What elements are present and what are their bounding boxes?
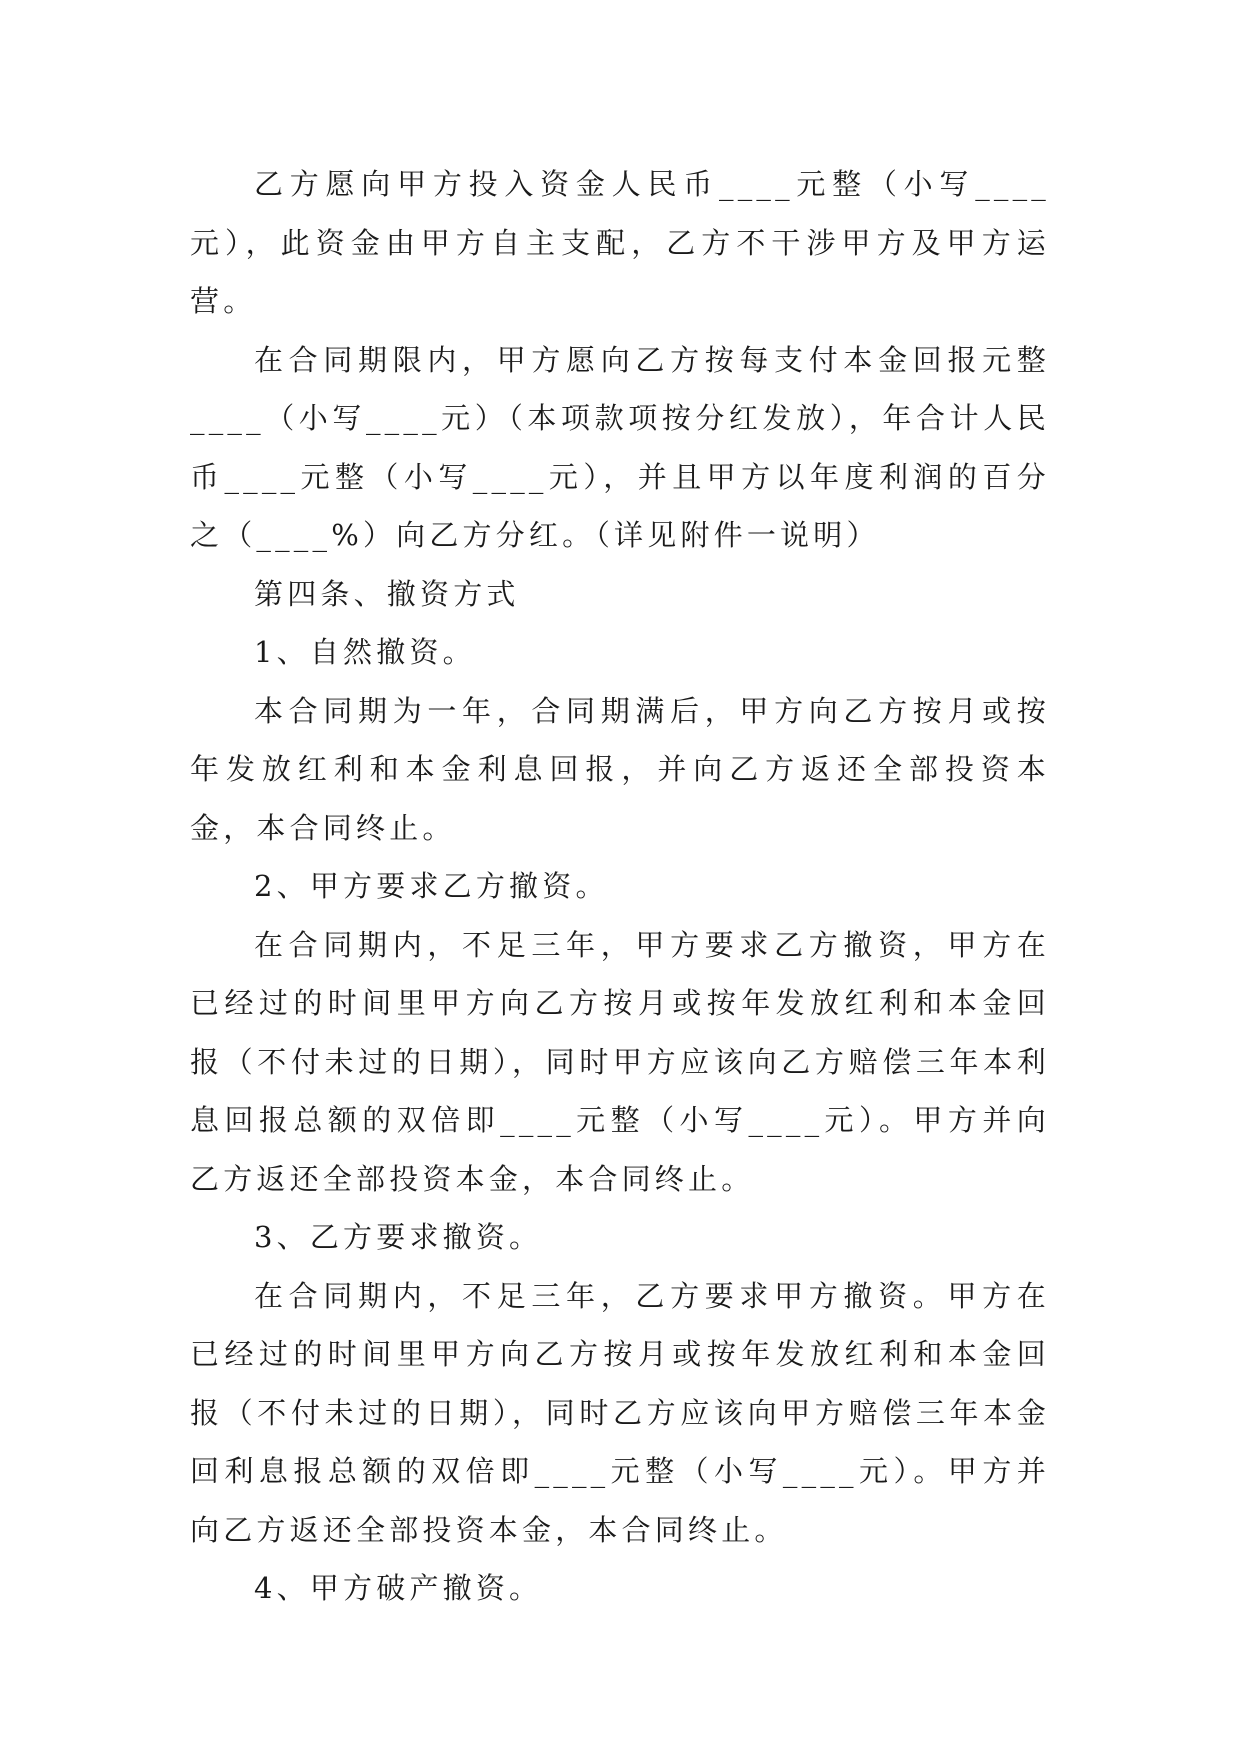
paragraph-return-terms: 在合同期限内，甲方愿向乙方按每支付本金回报元整____（小写____元）（本项款项按分红发放），年合计人民币____元整（小写____元），并且甲方以年度利润的百分之（____%）向乙方分红。（详见附件一说明） — [190, 342, 1050, 552]
paragraph-investment-amount: 乙方愿向甲方投入资金人民币____元整（小写____元），此资金由甲方自主支配，乙方不干涉甲方及甲方运营。 — [190, 167, 1050, 318]
section-heading-withdrawal: 第四条、撤资方式 — [254, 576, 520, 611]
document-body — [190, 155, 1050, 1618]
paragraph-party-a-requests: 在合同期内，不足三年，甲方要求乙方撤资，甲方在已经过的时间里甲方向乙方按月或按年发放红利和本金回报（不付未过的日期），同时甲方应该向乙方赔偿三年本利息回报总额的双倍即____元整（小写____元）。甲方并向乙方返还全部投资本金，本合同终止。 — [190, 927, 1050, 1196]
clause-heading-bankruptcy: 4、甲方破产撤资。 — [254, 1571, 543, 1605]
paragraph-natural-withdrawal: 本合同期为一年，合同期满后，甲方向乙方按月或按年发放红利和本金利息回报，并向乙方返还全部投资本金，本合同终止。 — [190, 693, 1050, 845]
clause-heading-party-a-requests: 2、甲方要求乙方撤资。 — [254, 869, 609, 903]
clause-heading-party-b-requests: 3、乙方要求撤资。 — [254, 1220, 543, 1254]
clause-heading-natural-withdrawal: 1、自然撤资。 — [254, 635, 476, 669]
paragraph-party-b-requests: 在合同期内，不足三年，乙方要求甲方撤资。甲方在已经过的时间里甲方向乙方按月或按年发放红利和本金回报（不付未过的日期），同时乙方应该向甲方赔偿三年本金回利息报总额的双倍即____元整（小写____元）。甲方并向乙方返还全部投资本金，本合同终止。 — [190, 1278, 1050, 1547]
